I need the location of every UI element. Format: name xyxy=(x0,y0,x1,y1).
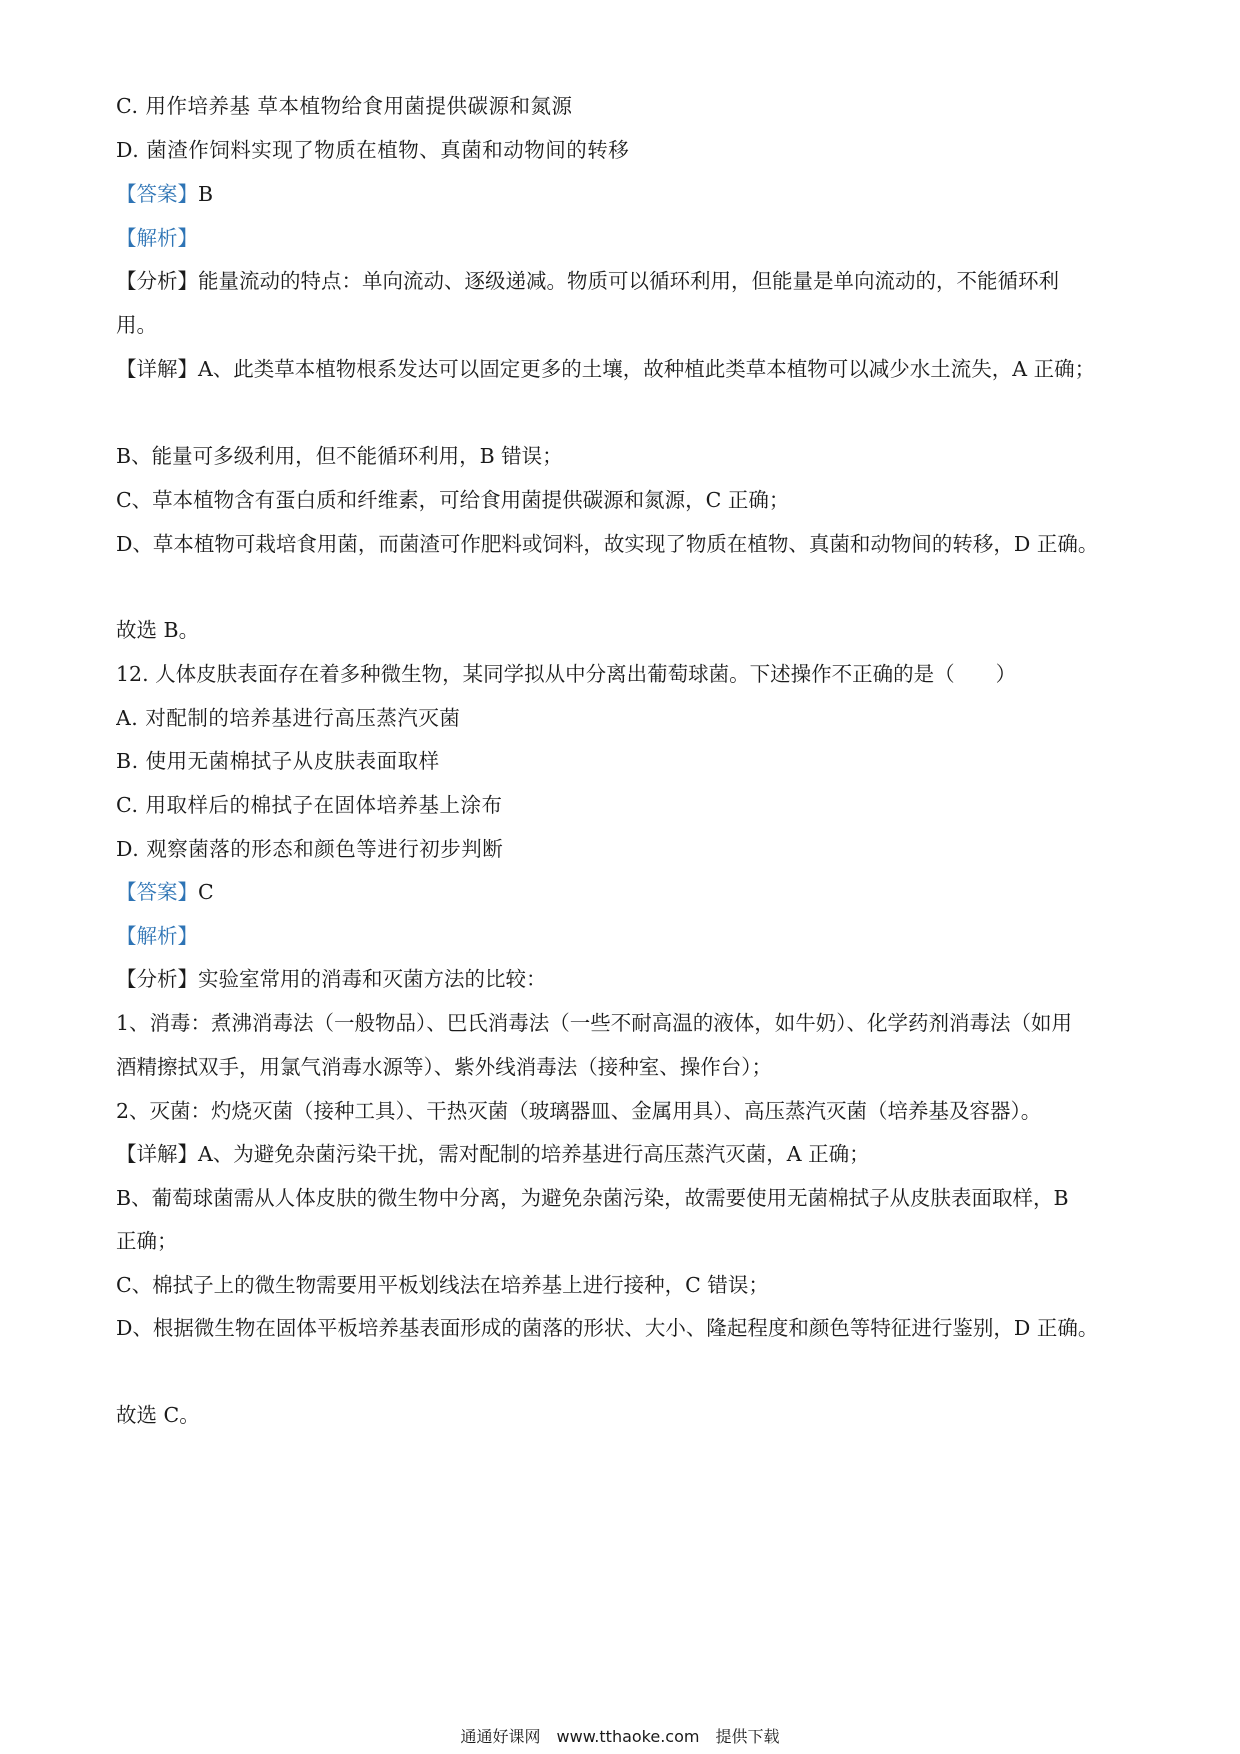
q12-option-b: B. 使用无菌棉拭子从皮肤表面取样 xyxy=(116,749,440,773)
q11-option-c: C. 用作培养基 草本植物给食用菌提供碳源和氮源 xyxy=(116,94,573,118)
q11-option-d: D. 菌渣作饲料实现了物质在植物、真菌和动物间的转移 xyxy=(116,138,630,162)
q12-stem: 12. 人体皮肤表面存在着多种微生物，某同学拟从中分离出葡萄球菌。下述操作不正确的是（ ） xyxy=(116,662,1017,686)
q12-answer xyxy=(116,877,1136,907)
answer-value: C xyxy=(198,880,214,904)
q12-detail-b-line-1: B、葡萄球菌需从人体皮肤的微生物中分离，为避免杂菌污染，故需要使用无菌棉拭子从皮肤表面取样，B xyxy=(116,1186,1069,1210)
q12-detail-c: C、棉拭子上的微生物需要用平板划线法在培养基上进行接种，C 错误； xyxy=(116,1273,769,1297)
q12-analysis-1b: 酒精擦拭双手，用氯气消毒水源等）、紫外线消毒法（接种室、操作台）； xyxy=(116,1055,772,1079)
q11-detail-b: B、能量可多级利用，但不能循环利用，B 错误； xyxy=(116,444,563,468)
q11-analysis-line-1: 【分析】能量流动的特点：单向流动、逐级递减。物质可以循环利用，但能量是单向流动的，不能循环利 xyxy=(116,269,1059,293)
q12-analysis-1a: 1、消毒：煮沸消毒法（一般物品）、巴氏消毒法（一些不耐高温的液体，如牛奶）、化学药剂消毒法（如用 xyxy=(116,1011,1073,1035)
q11-detail-d: D、草本植物可栽培食用菌，而菌渣可作肥料或饲料，故实现了物质在植物、真菌和动物间的转移，D 正确。 xyxy=(116,532,1099,556)
q11-analysis-line-2: 用。 xyxy=(116,313,157,337)
q11-detail-a: 【详解】A、此类草本植物根系发达可以固定更多的土壤，故种植此类草本植物可以减少水土流失，A 正确； xyxy=(116,357,1096,381)
answer-tag: 【答案】 xyxy=(116,182,198,206)
q12-detail-d: D、根据微生物在固体平板培养基表面形成的菌落的形状、大小、隆起程度和颜色等特征进行鉴别，D 正确。 xyxy=(116,1316,1099,1340)
q12-conclusion: 故选 C。 xyxy=(116,1403,200,1427)
q11-detail-c: C、草本植物含有蛋白质和纤维素，可给食用菌提供碳源和氮源，C 正确； xyxy=(116,488,790,512)
q12-option-c: C. 用取样后的棉拭子在固体培养基上涂布 xyxy=(116,793,503,817)
page-footer: 通通好课网 www.tthaoke.com 提供下载 xyxy=(460,1727,780,1746)
q12-analysis-2: 2、灭菌：灼烧灭菌（接种工具）、干热灭菌（玻璃器皿、金属用具）、高压蒸汽灭菌（培养基及容器）。 xyxy=(116,1099,1042,1123)
q11-conclusion: 故选 B。 xyxy=(116,618,200,642)
answer-tag: 【答案】 xyxy=(116,880,198,904)
q12-analysis-tag: 【解析】 xyxy=(116,924,198,948)
answer-value: B xyxy=(198,182,214,206)
q12-option-a: A. 对配制的培养基进行高压蒸汽灭菌 xyxy=(116,706,461,730)
q12-detail-b-line-2: 正确； xyxy=(116,1229,178,1253)
q12-option-d: D. 观察菌落的形态和颜色等进行初步判断 xyxy=(116,837,504,861)
q11-analysis-tag: 【解析】 xyxy=(116,226,198,250)
q11-answer xyxy=(116,179,1136,209)
q12-detail-a: 【详解】A、为避免杂菌污染干扰，需对配制的培养基进行高压蒸汽灭菌，A 正确； xyxy=(116,1142,870,1166)
q12-analysis-title: 【分析】实验室常用的消毒和灭菌方法的比较： xyxy=(116,967,547,991)
